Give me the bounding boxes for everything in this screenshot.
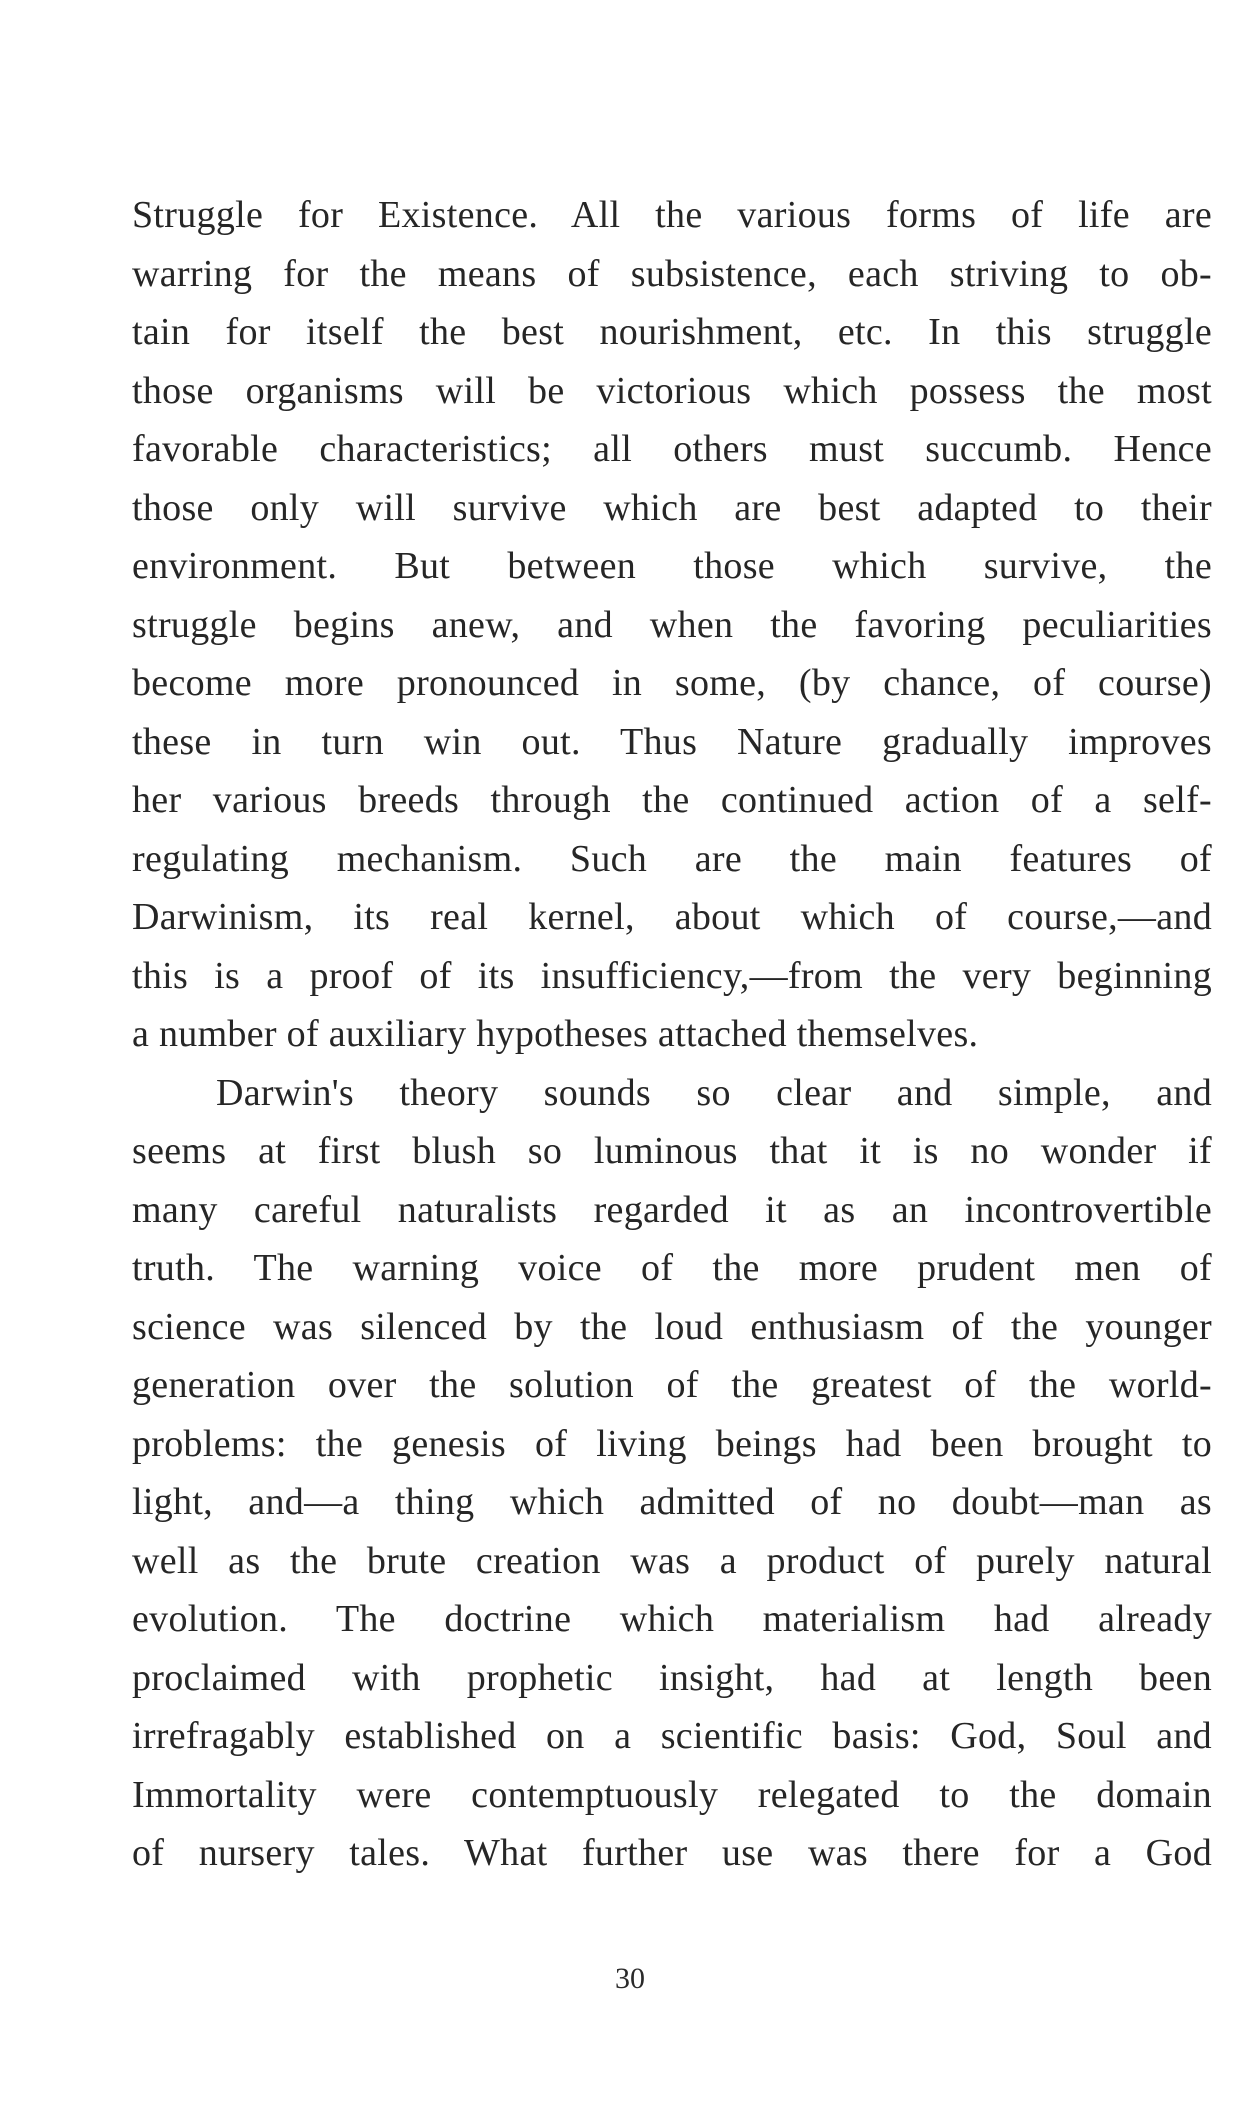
text-line: regulating mechanism. Such are the main features of [132, 837, 1212, 880]
text-line: Struggle for Existence. All the various forms of life are [132, 194, 1212, 236]
text-line: light, and—a thing which admitted of no doubt—man as [132, 1481, 1212, 1523]
text-line: her various breeds through the continued action of a self- [132, 779, 1212, 821]
text-line: tain for itself the best nourishment, etc. In this struggle [132, 311, 1212, 353]
text-line: favorable characteristics; all others must succumb. Hence [132, 428, 1212, 470]
text-line: this is a proof of its insufficiency,—from the very beginning [132, 954, 1212, 997]
text-line: a number of auxiliary hypotheses attached themselves. [132, 1013, 979, 1055]
text-line: those organisms will be victorious which possess the most [132, 369, 1212, 412]
text-line: Darwin's theory sounds so clear and simple, and [216, 1071, 1212, 1114]
text-line: of nursery tales. What further use was there for a God [132, 1832, 1212, 1874]
text-line: generation over the solution of the greatest of the world- [132, 1364, 1212, 1406]
text-line: environment. But between those which survive, the [132, 545, 1212, 587]
text-line: problems: the genesis of living beings had been brought to [132, 1422, 1212, 1465]
body-text [132, 186, 1212, 1883]
text-line: science was silenced by the loud enthusiasm of the younger [132, 1305, 1212, 1348]
text-line: those only will survive which are best adapted to their [132, 486, 1212, 529]
text-line: Darwinism, its real kernel, about which of course,—and [132, 896, 1212, 938]
text-line: proclaimed with prophetic insight, had at length been [132, 1656, 1212, 1699]
text-line: irrefragably established on a scientific basis: God, Soul and [132, 1715, 1212, 1757]
text-line: seems at first blush so luminous that it is no wonder if [132, 1130, 1212, 1172]
text-line: truth. The warning voice of the more prudent men of [132, 1247, 1212, 1289]
text-line: well as the brute creation was a product of purely natural [132, 1539, 1212, 1582]
text-line: these in turn win out. Thus Nature gradually improves [132, 720, 1212, 763]
text-line: evolution. The doctrine which materialism had already [132, 1598, 1212, 1640]
text-line: many careful naturalists regarded it as an incontrovertible [132, 1188, 1212, 1231]
text-line: struggle begins anew, and when the favoring peculiarities [132, 603, 1212, 646]
text-line: warring for the means of subsistence, each striving to ob- [132, 252, 1212, 295]
text-line: Immortality were contemptuously relegated to the domain [132, 1773, 1212, 1816]
page-number: 30 [615, 1962, 645, 1995]
text-line: become more pronounced in some, (by chance, of course) [132, 662, 1212, 704]
